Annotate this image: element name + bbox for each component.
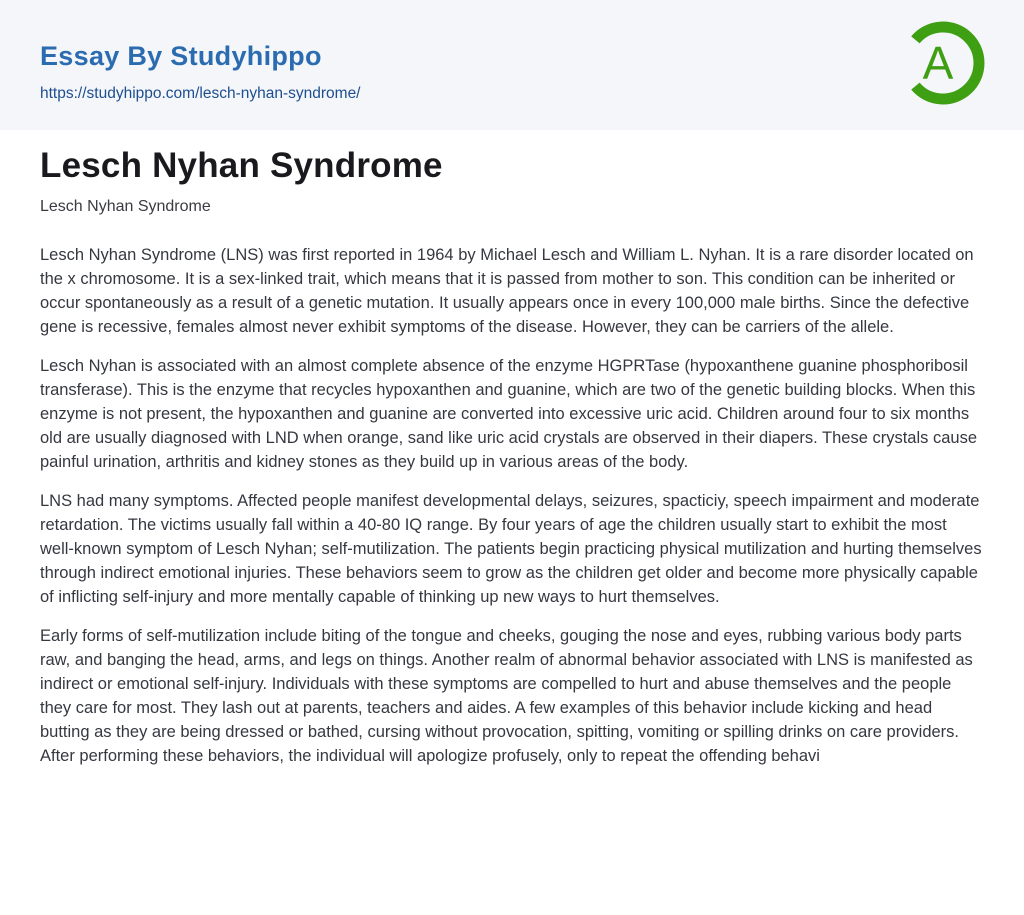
logo-letter: A <box>922 37 954 89</box>
essay-paragraph-3: LNS had many symptoms. Affected people manifest developmental delays, seizures, spacticiy, speech impairment and moderate retardation. The victims usually fall within a 40-80 IQ range. By four years of age the children usually start to exhibit the most well-known symptom of Lesch Nyhan; self-mutilization. The patients begin practicing physical mutilization and hurting themselves through indirect emotional injuries. These behaviors seem to grow as the children get older and become more physically capable of inflicting self-injury and more mentally capable of thinking up new ways to hurt themselves. <box>40 492 982 607</box>
essay-paragraph-2: Lesch Nyhan is associated with an almost complete absence of the enzyme HGPRTase (hypoxanthene guanine phosphoribosil transferase). This is the enzyme that recycles hypoxanthen and guanine, which are two of the genetic building blocks. When this enzyme is not present, the hypoxanthen and guanine are converted into excessive uric acid. Children around four to six months old are usually diagnosed with LND when orange, sand like uric acid crystals are observed in their diapers. These crystals cause painful urination, arthritis and kidney stones as they build up in various areas of the body. <box>40 357 978 472</box>
essay-content <box>0 130 1024 768</box>
open-circle-logo-icon <box>901 21 985 105</box>
essay-paragraph-4: Early forms of self-mutilization include biting of the tongue and cheeks, gouging the nose and eyes, rubbing various body parts raw, and banging the head, arms, and legs on things. Another realm of abnormal behavior associated with LNS is manifested as indirect or emotional self-injury. Individuals with these symptoms are compelled to hurt and abuse themselves and the people they care for most. They lash out at parents, teachers and aides. A few examples of this behavior include kicking and head butting as they are being dressed or bathed, cursing without provocation, spitting, vomiting or spilling drinks on care providers. After performing these behaviors, the individual will apologize profusely, only to repeat the offending behavi <box>40 627 973 766</box>
essay-paragraph-1: Lesch Nyhan Syndrome (LNS) was first reported in 1964 by Michael Lesch and William L. Nyhan. It is a rare disorder located on the x chromosome. It is a sex-linked trait, which means that it is passed from mother to son. This condition can be inherited or occur spontaneously as a result of a genetic mutation. It usually appears once in every 100,000 male births. Since the defective gene is recessive, females almost never exhibit symptoms of the disease. However, they can be carriers of the allele. <box>40 246 974 337</box>
essay-subtitle: Lesch Nyhan Syndrome <box>40 198 211 216</box>
page-header <box>0 0 1024 130</box>
essay-url-link[interactable]: https://studyhippo.com/lesch-nyhan-syndrome/ <box>40 85 361 102</box>
essay-title: Lesch Nyhan Syndrome <box>40 146 443 185</box>
studyhippo-logo <box>901 21 985 105</box>
site-title: Essay By Studyhippo <box>40 41 322 71</box>
